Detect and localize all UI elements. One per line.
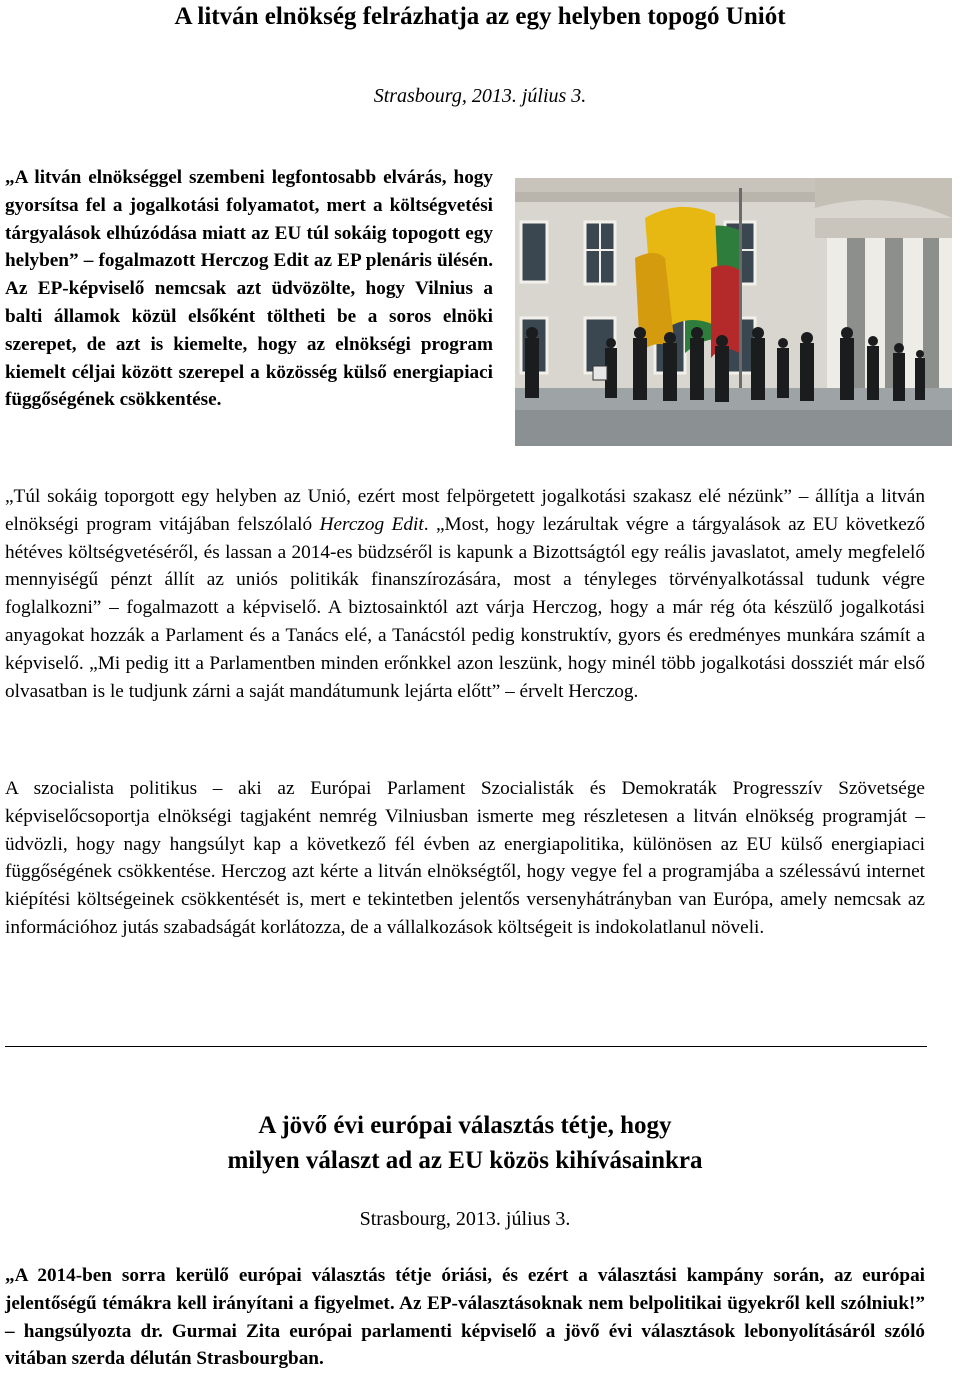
p1-text-b: . „Most, hogy lezárultak végre a tárgyalások az EU következő hétéves költségvetéséről, és lassan a 2014-es büdzséről is kapunk a Bizottságtól egy reális javaslatot, amely megfelelő mennyiségű pénzt állít az uniós politikák finanszírozására, most a tényleges törvényalkotással tudunk végre foglalkozni” – fogalmazott a képviselő. A biztosainktól azt várja Herczog, hogy a már rég óta készülő jogalkotási anyagokat hozzák a Parlament és a Tanács elé, a Tanácstól pedig konstruktív, gyors és eredményes munkára számít a képviselő. „Mi pedig itt a Parlamentben minden erőnkkel azon leszünk, hogy minél több jogalkotási dossziét már első olvasatban is le tudjunk zárni a saját mandátumunk lejárta előtt” – érvelt Herczog. [5,513,925,702]
article1-paragraph-2: A szocialista politikus – aki az Európai Parlament Szocialisták és Demokraták Progresszív Szövetsége képviselőcsoportja elnökségi tagjaként nemrég Vilniusban ismerte meg részletesen a litván elnökség programját – üdvözli, hogy nagy hangsúlyt kap a következő fél évben az energiapolitika, különösen az EU külső energiapiaci függőségének csökkentése. Herczog azt kérte a litván elnökségtől, hogy vegye fel a programjába a szélessávú internet kiépítési költségeinek csökkentését is, mert e tekintetben jelentős versenyhátrányban van Európa, amely nemcsak az információhoz jutás szabadságát korlátozza, de a vállalkozások költségeit is indokolatlanul növeli. [5,778,925,938]
article2-title-line2: milyen választ ad az EU közös kihívásainkra [227,1147,703,1174]
p1-text-a: „Túl sokáig toporgott egy helyben az Unió, ezért most felpörgetett jogalkotási szakasz elé nézünk” – állítja a litván elnökségi program vitájában felszólaló [5,486,925,535]
section-divider [5,1046,927,1047]
article2-dateline: Strasbourg, 2013. július 3. [359,1208,571,1230]
article2-title [0,1108,930,1178]
article1-dateline: Strasbourg, 2013. július 3. [373,85,587,107]
article2-title-line1: A jövő évi európai választás tétje, hogy [258,1112,672,1139]
p1-speaker-name: Herczog Edit [319,513,424,535]
flag-raising-photo [515,178,952,446]
article1-lead: „A litván elnökséggel szembeni legfontosabb elvárás, hogy gyorsítsa fel a jogalkotási folyamatot, mert a költségvetési tárgyalások elhúzódása miatt az EU túl sokáig topogott egy helyben” – fogalmazott Herczog Edit az EP plenáris ülésén. Az EP-képviselő nemcsak azt üdvözölte, hogy Vilnius a balti államok közül elsőként töltheti be a soros elnöki szerepet, de azt is kiemelte, hogy az elnökségi program kiemelt céljai között szerepel a közösség külső energiapiaci függőségének csökkentése. [5,167,493,411]
article2-lead: „A 2014-ben sorra kerülő európai választás tétje óriási, és ezért a választási kampány során, az európai jelentőségű témákra kell irányítani a figyelmet. Az EP-választásoknak nem belpolitikai ügyekről kell szólniuk!” – hangsúlyozta dr. Gurmai Zita európai parlamenti képviselő a jövő évi választások lebonyolításáról szóló vitában szerda délután Strasbourgban. [5,1265,925,1370]
article1-title: A litván elnökség felrázhatja az egy helyben topogó Uniót [174,3,786,30]
article1-paragraph-1 [5,483,925,705]
